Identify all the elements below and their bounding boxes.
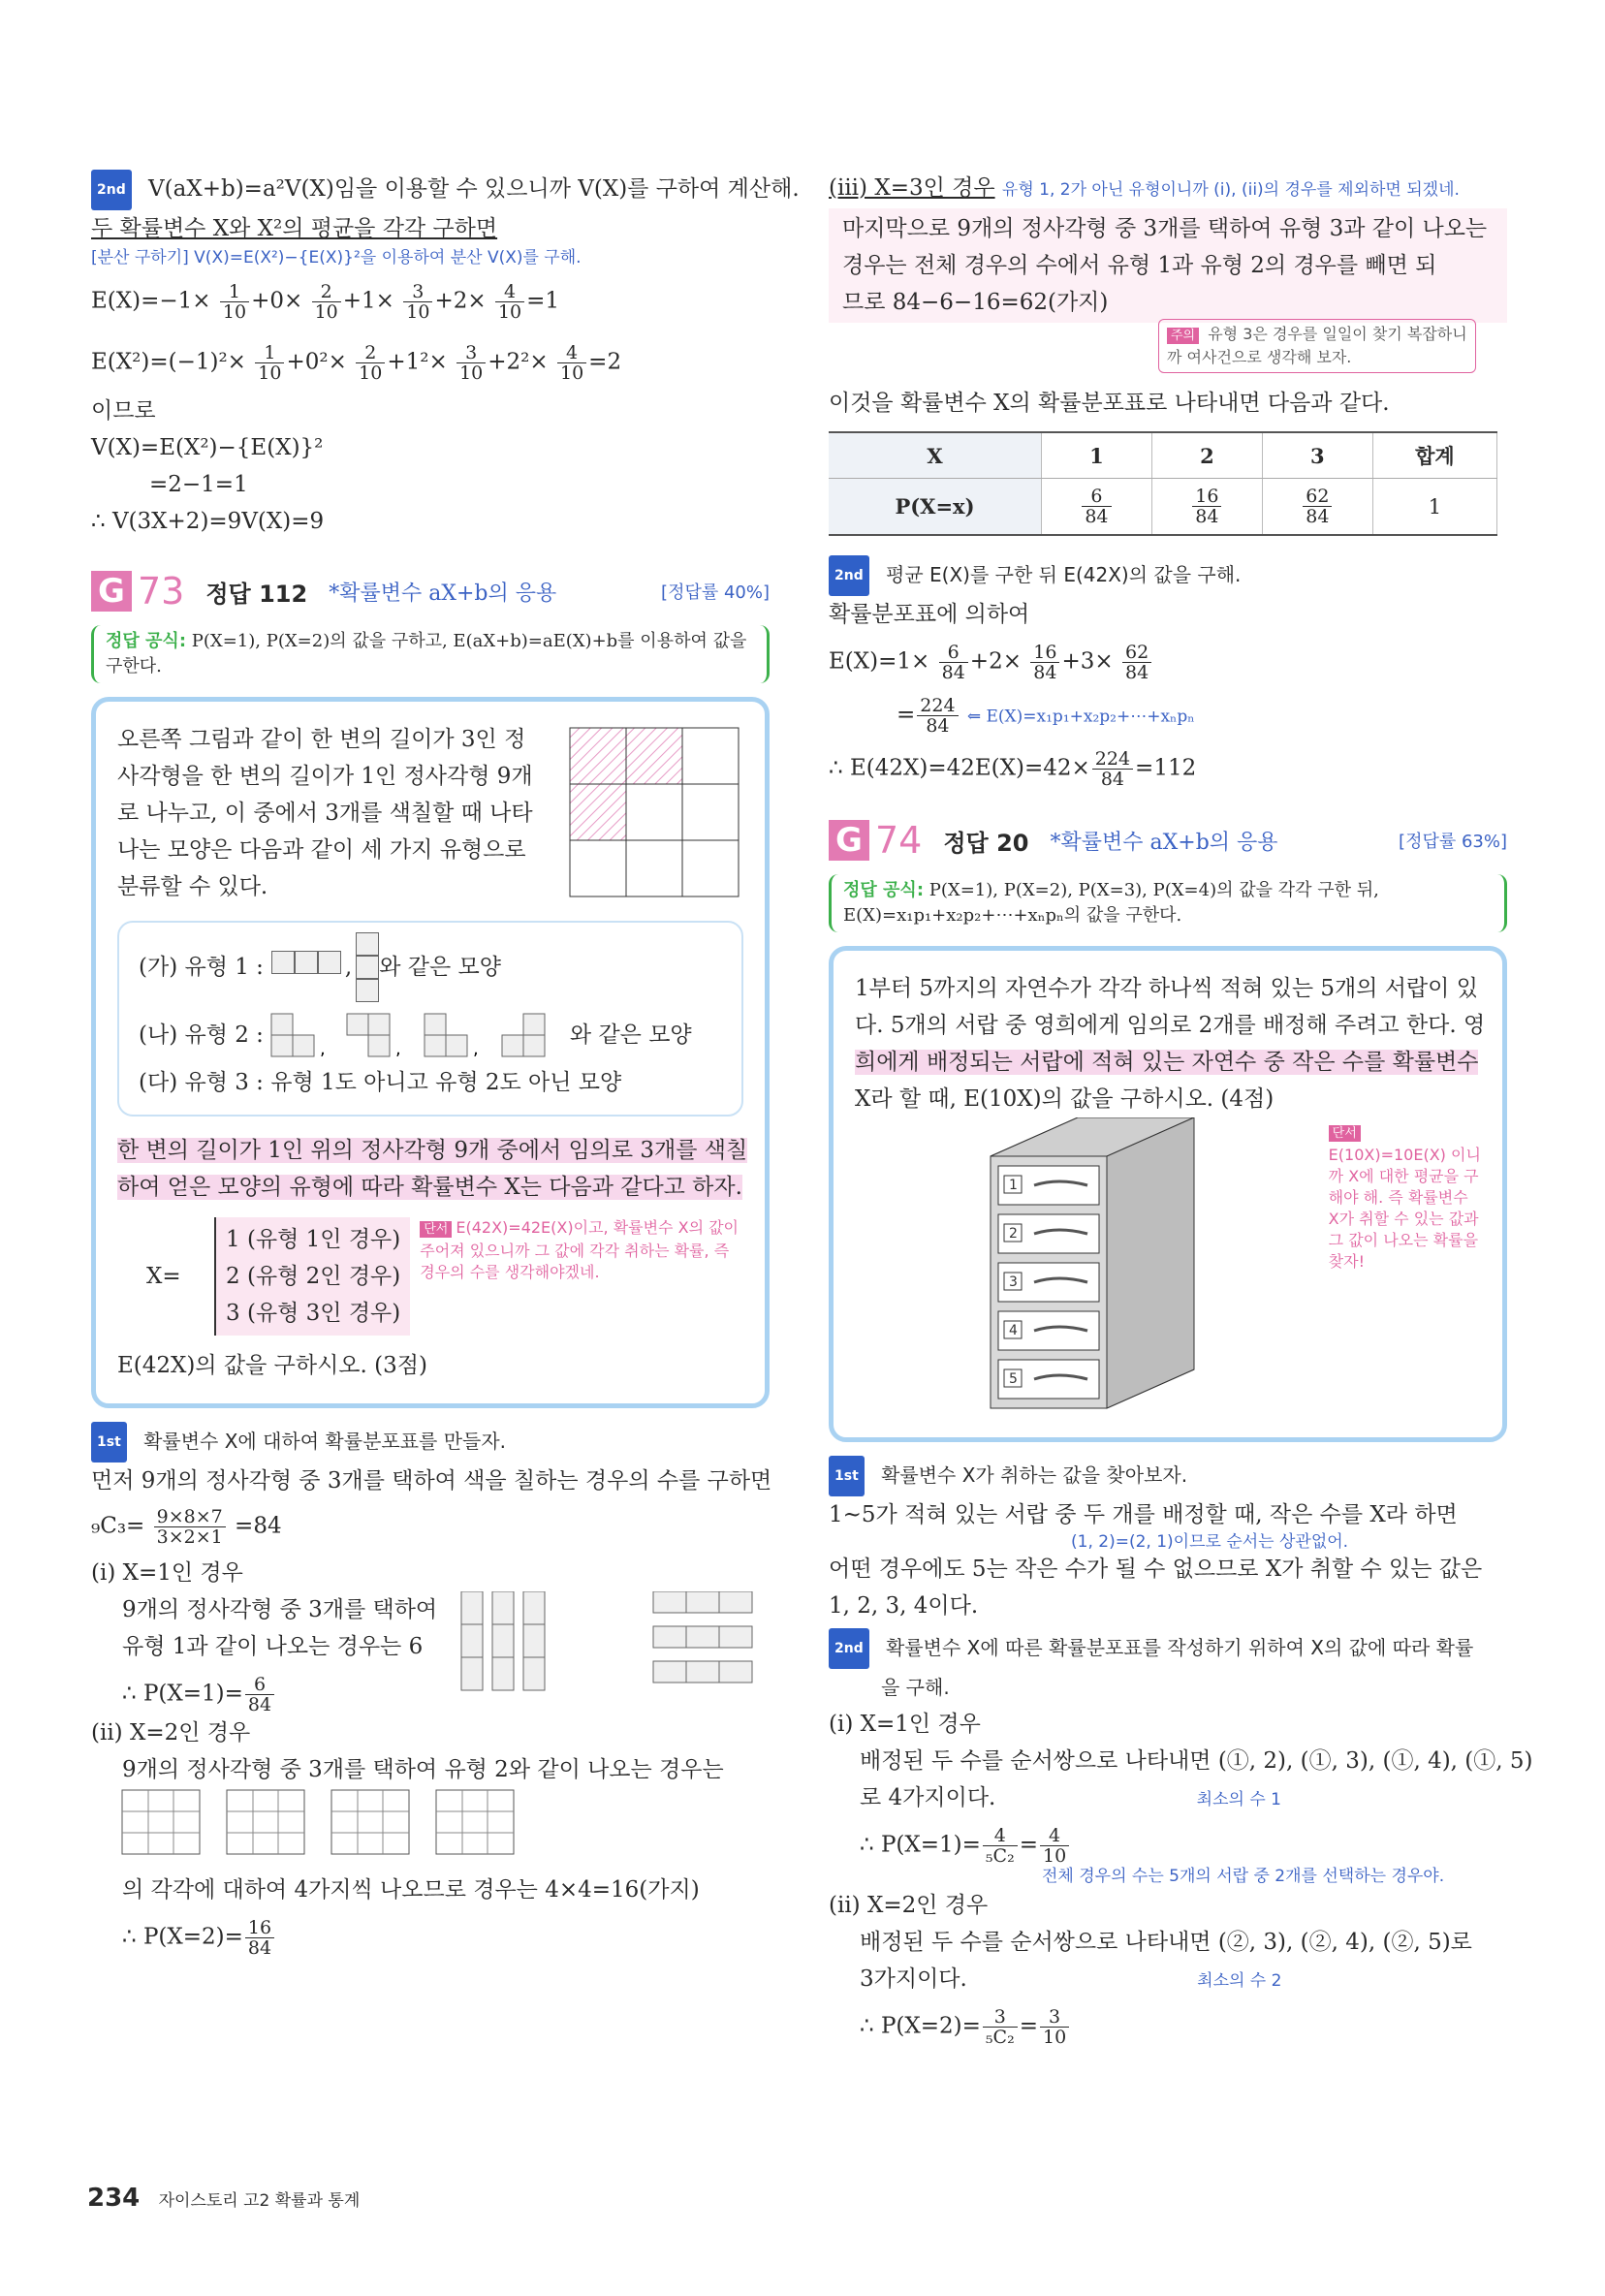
question: E(42X)의 값을 구하시오. (3점) — [117, 1353, 427, 1378]
top-step — [91, 170, 800, 210]
correct-rate: [정답률 40%] — [661, 582, 770, 603]
problem-box-74: 1부터 5까지의 자연수가 각각 하나씩 적혀 있는 5개의 서랍이 있 다. 5개의 서랍 중 영희에게 임의로 2개를 배정해 주려고 한다. 영 희에게 배정되는 서랍에 적혀 있는 자연수 중 작은 수를 확률변수 X라 할 때, E(10X)의 값을 구하시오. (4점) 1 2 3 4 5 단서E(10X)=10E(X) 이니까 X에 대한 평균을 구해야 해. 즉 확률변수 X가 취할 수 있는 값과 그 값이 나오는 확률을 찾자! — [829, 946, 1507, 1442]
problem-text: 오른쪽 그림과 같이 한 변의 길이가 3인 정 사각형을 한 변의 길이가 1인 정사각형 9개 로 나누고, 이 중에서 3개를 색칠할 때 나타 나는 모양은 다음과 같이 세 가지 유형으로 분류할 수 있다. — [117, 727, 533, 899]
hint: [분산 구하기] V(X)=E(X²)−{E(X)}²을 이용하여 분산 V(X)를 구해. — [91, 248, 582, 267]
topic: *확률변수 aX+b의 응용 — [329, 581, 557, 606]
problem-box-73 — [91, 697, 770, 1408]
fraction: $\frac{4}{10}$ — [557, 343, 586, 383]
variance-line-2: =2−1=1 — [149, 472, 248, 497]
drawer-label: 1 — [1009, 1178, 1018, 1193]
left-column: 2nd V(aX+b)=a²V(X)임을 이용할 수 있으니까 V(X)를 구하여 계산해. 두 확률변수 X와 X²의 평균을 각각 구하면 [분산 구하기] V(X)=E(X²)−{E(X)}²을 이용하여 분산 V(X)를 구해. E(X)=−1× $\frac{1}{10}$ +0× $\frac{2}{10}$ +1× $\frac{3}{10}$ +2× $\frac{4}{10}$ =1 E(X²)=(−1)²× $\frac{1}{10}$ +0²× $\frac{2}{10}$ +1²× $\frac{3}{10}$ +2²× $\frac{4}{10}$ =2 이므로 V(X)=E(X²)−{E(X)}² =2−1=1 ∴ V(3X+2)=9V(X)=9 G 73 정답 112 *확률변수 aX+b의 응용 [정답률 40%] 정답 공식: P(X=1), P(X=2)의 값을 구하고, E(aX+b)=aE(X)+b를 이용하여 값을 구한다. 오른쪽 그림과 같이 한 변의 길이가 3인 정 사각형을 한 변의 길이가 1인 정사각형 9개 로 나누고, 이 중에서 3개를 색칠할 때 나타 나는 모양은 다음과 같이 세 가지 유형으로 분류할 수 있다. (가) 유형 1 : , 와 같은 모양 (나) 유형 2 : , , , 와 같은 모양 (다) 유형 3 : 유형 1도 아니고 유형 2도 아닌 모양 한 변의 길이가 1인 위의 정사각형 9개 중에서 임의로 3개를 색칠 하여 얻은 모양의 유형에 따라 확률변수 X는 다음과 같다고 하자. X= 1 (유형 1인 경우) 2 (유형 2인 경우) 3 (유형 3인 경우) 단서 E(42X)=42E(X)이고, 확률변수 X의 값이 주어져 있으니까 그 값에 각각 취하는 확률, 즉 경우의 수를 생각해야겠네. E(42X)의 값을 구하시오. (3점) 1st 확률변수 X에 대하여 확률분포표를 만들자. 먼저 9개의 정사각형 중 3개를 택하여 색을 칠하는 경우의 수를 구하면 ₉C₃= $\frac{9\times 8\times 7}{3\times 2\times 1}$ =84 (i) X=1인 경우 9개의 정사각형 중 3개를 택하여 유형 1과 같이 나오는 경우는 6 ∴ P(X=1)= $\frac{6}{84}$ (ii) X=2인 경우 9개의 정사각형 중 3개를 택하여 유형 2와 같이 나오는 경우는 의 각각에 대하여 4가지씩 나오므로 경우는 4×4=16(가지) ∴ P(X=2)= $\frac{16}{84}$ — [91, 170, 770, 1958]
ex2-equation: E(X²)=(−1)²× $\frac{1}{10}$ +0²× $\frac{2}{10}$ +1²× $\frac{3}{10}$ +2²× $\frac{4}{10}$ =2 — [91, 342, 622, 384]
drawer-label: 3 — [1009, 1274, 1018, 1290]
fraction: $\frac{1}{10}$ — [255, 343, 284, 383]
heading-line: 두 확률변수 X와 X²의 평균을 각각 구하면 — [91, 216, 498, 241]
fraction: $\frac{3}{10}$ — [456, 343, 486, 383]
p1: ∴ P(X=1)= $\frac{6}{84}$ — [91, 1675, 459, 1714]
g-badge: G — [91, 571, 132, 612]
caution-note: 주의 유형 3은 경우를 일일이 찾기 복잡하니까 여사건으로 생각해 보자. — [1158, 319, 1476, 373]
after-line-2: 하여 얻은 모양의 유형에 따라 확률변수 X는 다음과 같다고 하자. — [117, 1175, 742, 1200]
formula-box: 정답 공식: P(X=1), P(X=2), P(X=3), P(X=4)의 값을 각각 구한 뒤, E(X)=x₁p₁+x₂p₂+⋯+xₙpₙ의 값을 구한다. — [829, 874, 1507, 932]
step-2: 2nd 확률변수 X에 따른 확률분포표를 작성하기 위하여 X의 값에 따라 확률 — [829, 1628, 1507, 1669]
grid-figure — [569, 727, 743, 901]
drawer-label: 5 — [1009, 1371, 1018, 1387]
combination: ₉C₃= $\frac{9\times 8\times 7}{3\times 2\times 1}$ =84 — [91, 1506, 282, 1548]
book-title: 자이스토리 고2 확률과 통계 — [158, 2191, 361, 2211]
top-text: V(aX+b)=a²V(X)임을 이용할 수 있으니까 V(X)를 구하여 계산해. — [148, 176, 800, 202]
clue-note: 단서 E(42X)=42E(X)이고, 확률변수 X의 값이 주어져 있으니까 그 값에 각각 취하는 확률, 즉 경우의 수를 생각해야겠네. — [420, 1218, 740, 1281]
step-2: 2nd 평균 E(X)를 구한 뒤 E(42X)의 값을 구해. — [829, 555, 1507, 596]
c2b-row: 3가지이다. 최소의 수 2 — [860, 1966, 1282, 1992]
mean-equation: E(X)=1× $\frac{6}{84}$ +2× $\frac{16}{84}$ +3× $\frac{62}{84}$ — [829, 643, 1507, 682]
problem-header-73 — [91, 565, 770, 617]
x-cases: X= 1 (유형 1인 경우) 2 (유형 2인 경우) 3 (유형 3인 경우) 단서 E(42X)=42E(X)이고, 확률변수 X의 값이 주어져 있으니까 그 값에 각각 취하는 확률, 즉 경우의 수를 생각해야겠네. — [117, 1217, 743, 1336]
step-1: 1st 확률변수 X에 대하여 확률분포표를 만들자. — [91, 1422, 770, 1463]
svg-text:,: , — [319, 1039, 326, 1059]
variance-line-1: V(X)=E(X²)−{E(X)}² — [91, 435, 324, 460]
fraction: $\frac{2}{10}$ — [356, 343, 385, 383]
correct-rate: [정답률 63%] — [1399, 832, 1507, 852]
fraction: $\frac{1}{10}$ — [220, 282, 249, 322]
problem-header-74 — [829, 814, 1507, 866]
p2: ∴ P(X=2)= $\frac{16}{84}$ — [91, 1918, 770, 1958]
type1-examples — [459, 1591, 770, 1698]
mean-result: = $\frac{224}{84}$ ⇐ E(X)=x₁p₁+x₂p₂+⋯+xₙpₙ — [897, 695, 1195, 737]
svg-text:,: , — [472, 1039, 479, 1059]
final-answer: ∴ E(42X)=42E(X)=42× $\frac{224}{84}$ =112 — [829, 748, 1197, 790]
case3: (iii) X=3인 경우 유형 1, 2가 아닌 유형이니까 (i), (ii)의 경우를 제외하면 되겠네. — [829, 175, 1460, 201]
page-footer — [87, 2184, 360, 2213]
drawer-label: 2 — [1009, 1226, 1018, 1242]
type-box: (가) 유형 1 : , 와 같은 모양 (나) 유형 2 : , , , 와 같은 모양 (다) 유형 3 : 유형 1도 아니고 유형 2도 아닌 모양 — [117, 921, 743, 1117]
c2p-row: ∴ P(X=2)= $\frac{3}{\text{₅C₂}}$ = $\frac{3}{10}$ — [829, 2007, 1507, 2047]
topic: *확률변수 aX+b의 응용 — [1050, 830, 1278, 855]
formula-box: 정답 공식: P(X=1), P(X=2)의 값을 구하고, E(aX+b)=aE(X)+b를 이용하여 값을 구한다. — [91, 625, 770, 683]
ex-equation: E(X)=−1× $\frac{1}{10}$ +0× $\frac{2}{10}$ +1× $\frac{3}{10}$ +2× $\frac{4}{10}$ =1 — [91, 281, 560, 323]
fraction: $\frac{3}{10}$ — [403, 282, 432, 322]
variance-line-3: ∴ V(3X+2)=9V(X)=9 — [91, 509, 325, 534]
page-number: 234 — [87, 2184, 141, 2213]
right-column: (iii) X=3인 경우 유형 1, 2가 아닌 유형이니까 (i), (ii)의 경우를 제외하면 되겠네. 마지막으로 9개의 정사각형 중 3개를 택하여 유형 3과 같이 나오는 경우는 전체 경우의 수에서 유형 1과 유형 2의 경우를 빼면 되 므로 84−6−16=62(가지) 주의 유형 3은 경우를 일일이 찾기 복잡하니까 여사건으로 생각해 보자. 이것을 확률변수 X의 확률분포표로 나타내면 다음과 같다. X 1 2 3 합계 P(X=x) $\frac{6}{84}$ $\frac{16}{84}$ $\frac{62}{84}$ 1 2nd 평균 E(X)를 구한 뒤 E(42X)의 값을 구해. 확률분포표에 의하여 E(X)=1× $\frac{6}{84}$ +2× $\frac{16}{84}$ +3× $\frac{62}{84}$ = $\frac{224}{84}$ ⇐ E(X)=x₁p₁+x₂p₂+⋯+xₙpₙ ∴ E(42X)=42E(X)=42× $\frac{224}{84}$ =112 G 74 정답 20 *확률변수 aX+b의 응용 [정답률 63%] 정답 공식: P(X=1), P(X=2), P(X=3), P(X=4)의 값을 각각 구한 뒤, E(X)=x₁p₁+x₂p₂+⋯+xₙpₙ의 값을 구한다. 1부터 5까지의 자연수가 각각 하나씩 적혀 있는 5개의 서랍이 있 다. 5개의 서랍 중 영희에게 임의로 2개를 배정해 주려고 한다. 영 희에게 배정되는 서랍에 적혀 있는 자연수 중 작은 수를 확률변수 X라 할 때, E(10X)의 값을 구하시오. (4점) 1 2 3 4 5 단서E(10X)=10E(X) 이니까 X에 대한 평균을 구해야 해. 즉 확률변수 X가 취할 수 있는 값과 그 값이 나오는 확률을 찾자! 1st 확률변수 X가 취하는 값을 찾아보자. 1~5가 적혀 있는 서랍 중 두 개를 배정할 때, 작은 수를 X라 하면 (1, 2)=(2, 1)이므로 순서는 상관없어. 어떤 경우에도 5는 작은 수가 될 수 없으므로 X가 취할 수 있는 값은 1, 2, 3, 4이다. 2nd 확률변수 X에 따른 확률분포표를 작성하기 위하여 X의 값에 따라 확률 을 구해. (i) X=1인 경우 배정된 두 수를 순서쌍으로 나타내면 (①, 2), (①, 3), (①, 4), (①, 5) 로 4가지이다. 최소의 수 1 ∴ P(X=1)= $\frac{4}{\text{₅C₂}}$ = $\frac{4}{10}$ 전체 경우의 수는 5개의 서랍 중 2개를 선택하는 경우야. (ii) X=2인 경우 배정된 두 수를 순서쌍으로 나타내면 (②, 3), (②, 4), (②, 5)로 3가지이다. 최소의 수 2 ∴ P(X=2)= $\frac{3}{\text{₅C₂}}$ = $\frac{3}{10}$ — [829, 170, 1507, 2047]
c1p-row: ∴ P(X=1)= $\frac{4}{\text{₅C₂}}$ = $\frac{4}{10}$ — [829, 1826, 1507, 1866]
problem-number: 73 — [138, 570, 185, 613]
clue-note: 단서E(10X)=10E(X) 이니까 X에 대한 평균을 구해야 해. 즉 확률변수 X가 취할 수 있는 값과 그 값이 나오는 확률을 찾자! — [1328, 1126, 1481, 1271]
svg-text:,: , — [394, 1039, 401, 1059]
fraction: $\frac{4}{10}$ — [495, 282, 524, 322]
answer: 정답 112 — [205, 580, 308, 608]
imeuro: 이므로 — [91, 398, 156, 424]
step-tag: 2nd — [91, 170, 132, 210]
drawer-cabinet — [952, 1117, 1329, 1418]
distribution-table: X 1 2 3 합계 P(X=x) $\frac{6}{84}$ $\frac{16}{84}$ $\frac{62}{84}$ 1 — [829, 431, 1497, 536]
g-badge: G — [829, 820, 869, 861]
type2-shapes — [269, 1008, 570, 1062]
fraction: $\frac{2}{10}$ — [312, 282, 341, 322]
answer: 정답 20 — [943, 829, 1029, 857]
c1b-row: 로 4가지이다. 최소의 수 1 — [860, 1785, 1281, 1810]
type2-examples — [120, 1788, 527, 1866]
drawer-label: 4 — [1009, 1323, 1018, 1338]
problem-number: 74 — [875, 819, 923, 862]
after-line-1: 한 변의 길이가 1인 위의 정사각형 9개 중에서 임의로 3개를 색칠 — [117, 1138, 748, 1163]
step-1: 1st 확률변수 X가 취하는 값을 찾아보자. — [829, 1456, 1507, 1496]
